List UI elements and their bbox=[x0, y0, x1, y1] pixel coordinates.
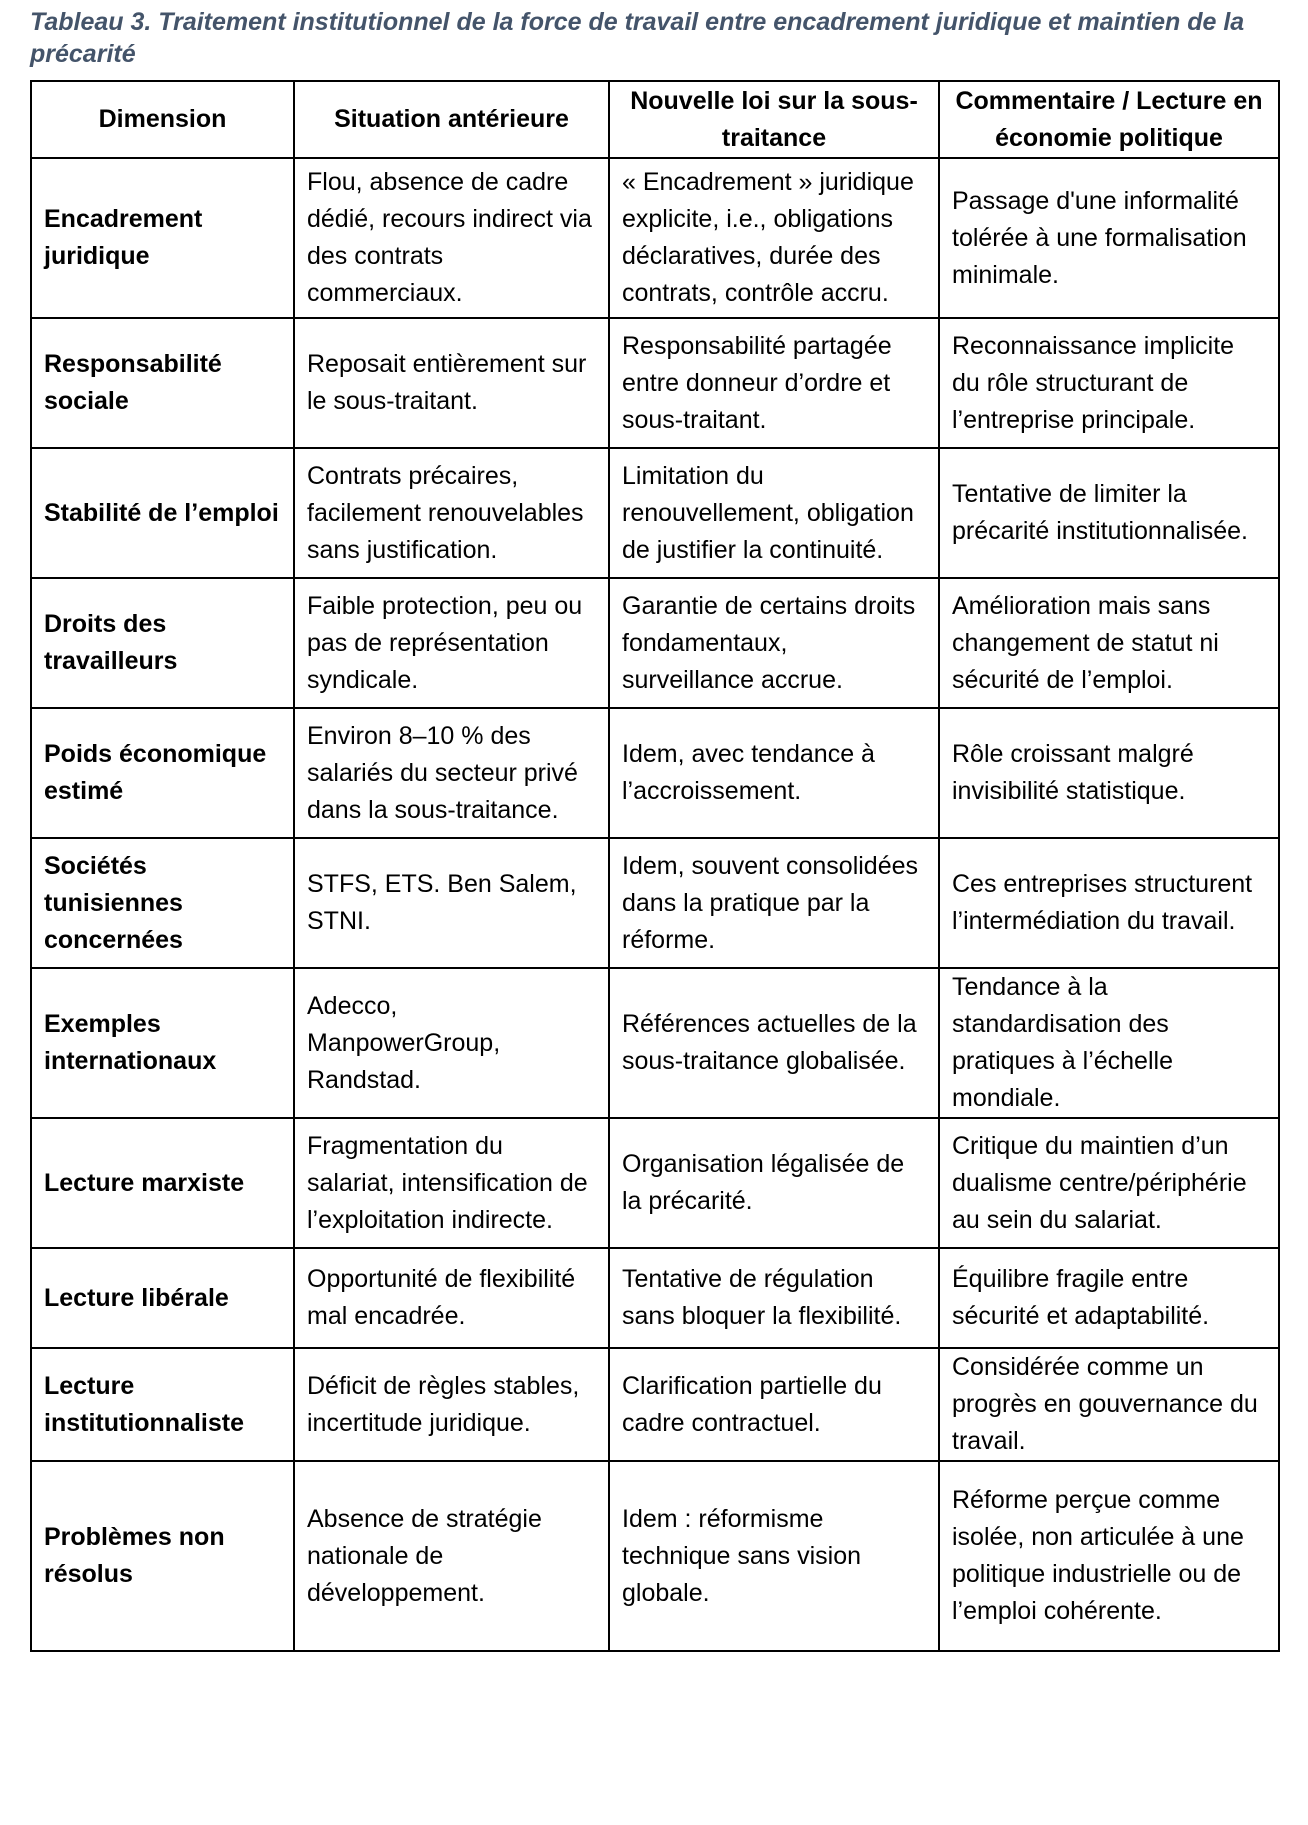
cell-comment: Amélioration mais sans changement de statut ni sécurité de l’emploi. bbox=[939, 578, 1279, 708]
cell-before: Adecco, ManpowerGroup, Randstad. bbox=[294, 968, 609, 1118]
cell-before: Déficit de règles stables, incertitude juridique. bbox=[294, 1348, 609, 1461]
cell-comment: Tendance à la standardisation des pratiques à l’échelle mondiale. bbox=[939, 968, 1279, 1118]
header-dimension: Dimension bbox=[31, 81, 294, 158]
cell-before: Contrats précaires, facilement renouvelables sans justification. bbox=[294, 448, 609, 578]
cell-dimension: Droits des travailleurs bbox=[31, 578, 294, 708]
cell-before: Environ 8–10 % des salariés du secteur privé dans la sous-traitance. bbox=[294, 708, 609, 838]
cell-before: Flou, absence de cadre dédié, recours indirect via des contrats commerciaux. bbox=[294, 158, 609, 318]
table-row bbox=[31, 1348, 1279, 1461]
table-row bbox=[31, 708, 1279, 838]
cell-dimension: Responsabilité sociale bbox=[31, 318, 294, 448]
comparison-table bbox=[30, 80, 1280, 1652]
cell-comment: Critique du maintien d’un dualisme centre/périphérie au sein du salariat. bbox=[939, 1118, 1279, 1248]
table-row bbox=[31, 448, 1279, 578]
cell-dimension: Lecture marxiste bbox=[31, 1118, 294, 1248]
cell-dimension: Poids économique estimé bbox=[31, 708, 294, 838]
cell-law: Idem : réformisme technique sans vision globale. bbox=[609, 1461, 939, 1651]
table-row bbox=[31, 1248, 1279, 1348]
cell-dimension: Lecture institutionnaliste bbox=[31, 1348, 294, 1461]
cell-comment: Réforme perçue comme isolée, non articulée à une politique industrielle ou de l’emploi cohérente. bbox=[939, 1461, 1279, 1651]
header-before: Situation antérieure bbox=[294, 81, 609, 158]
cell-law: Idem, avec tendance à l’accroissement. bbox=[609, 708, 939, 838]
table-caption: Tableau 3. Traitement institutionnel de la force de travail entre encadrement juridique et maintien de la précarité bbox=[30, 8, 1245, 68]
table-row bbox=[31, 158, 1279, 318]
cell-law: Garantie de certains droits fondamentaux, surveillance accrue. bbox=[609, 578, 939, 708]
table-row bbox=[31, 318, 1279, 448]
header-row bbox=[31, 81, 1279, 158]
cell-comment: Ces entreprises structurent l’intermédiation du travail. bbox=[939, 838, 1279, 968]
cell-comment: Rôle croissant malgré invisibilité statistique. bbox=[939, 708, 1279, 838]
cell-before: Absence de stratégie nationale de développement. bbox=[294, 1461, 609, 1651]
cell-law: « Encadrement » juridique explicite, i.e., obligations déclaratives, durée des contrats, contrôle accru. bbox=[609, 158, 939, 318]
cell-dimension: Sociétés tunisiennes concernées bbox=[31, 838, 294, 968]
cell-law: Tentative de régulation sans bloquer la flexibilité. bbox=[609, 1248, 939, 1348]
cell-before: Fragmentation du salariat, intensification de l’exploitation indirecte. bbox=[294, 1118, 609, 1248]
cell-before: Opportunité de flexibilité mal encadrée. bbox=[294, 1248, 609, 1348]
cell-law: Limitation du renouvellement, obligation de justifier la continuité. bbox=[609, 448, 939, 578]
cell-comment: Équilibre fragile entre sécurité et adaptabilité. bbox=[939, 1248, 1279, 1348]
cell-law: Clarification partielle du cadre contractuel. bbox=[609, 1348, 939, 1461]
cell-law: Organisation légalisée de la précarité. bbox=[609, 1118, 939, 1248]
cell-comment: Tentative de limiter la précarité institutionnalisée. bbox=[939, 448, 1279, 578]
cell-before: Reposait entièrement sur le sous-traitant. bbox=[294, 318, 609, 448]
cell-before: Faible protection, peu ou pas de représentation syndicale. bbox=[294, 578, 609, 708]
header-law: Nouvelle loi sur la sous-traitance bbox=[609, 81, 939, 158]
table-row bbox=[31, 838, 1279, 968]
cell-dimension: Stabilité de l’emploi bbox=[31, 448, 294, 578]
cell-comment: Reconnaissance implicite du rôle structurant de l’entreprise principale. bbox=[939, 318, 1279, 448]
cell-law: Idem, souvent consolidées dans la pratique par la réforme. bbox=[609, 838, 939, 968]
cell-law: Responsabilité partagée entre donneur d’ordre et sous-traitant. bbox=[609, 318, 939, 448]
cell-dimension: Exemples internationaux bbox=[31, 968, 294, 1118]
cell-law: Références actuelles de la sous-traitance globalisée. bbox=[609, 968, 939, 1118]
cell-dimension: Encadrement juridique bbox=[31, 158, 294, 318]
table-row bbox=[31, 1118, 1279, 1248]
table-row bbox=[31, 578, 1279, 708]
header-comment: Commentaire / Lecture en économie politique bbox=[939, 81, 1279, 158]
table-row bbox=[31, 968, 1279, 1118]
cell-dimension: Lecture libérale bbox=[31, 1248, 294, 1348]
table-row bbox=[31, 1461, 1279, 1651]
cell-comment: Considérée comme un progrès en gouvernance du travail. bbox=[939, 1348, 1279, 1461]
cell-comment: Passage d'une informalité tolérée à une formalisation minimale. bbox=[939, 158, 1279, 318]
cell-dimension: Problèmes non résolus bbox=[31, 1461, 294, 1651]
cell-before: STFS, ETS. Ben Salem, STNI. bbox=[294, 838, 609, 968]
